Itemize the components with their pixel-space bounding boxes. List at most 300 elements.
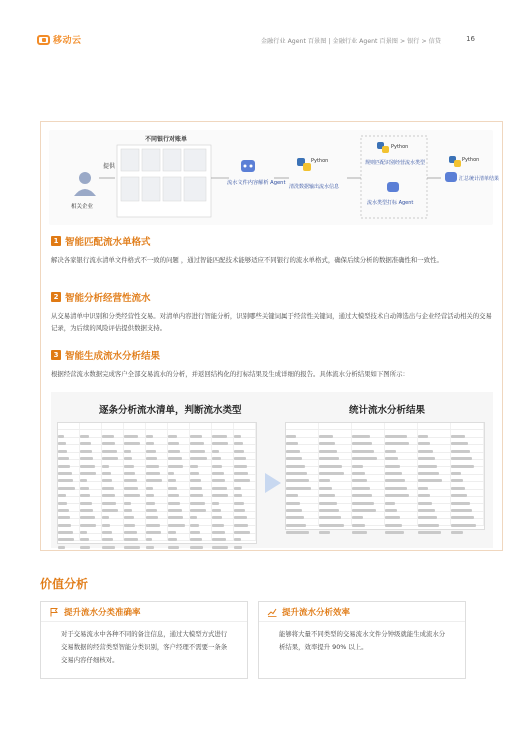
table-cell xyxy=(286,512,319,518)
table-cell xyxy=(102,497,124,503)
table-cell xyxy=(234,497,256,503)
table-cell xyxy=(124,512,146,518)
table-cell xyxy=(58,482,80,488)
table-cell xyxy=(451,512,484,518)
table-cell xyxy=(124,504,146,510)
table-cell xyxy=(146,475,168,481)
card-title: 提升流水分类准确率 xyxy=(64,607,141,618)
section-body: 根据经营流水数据完成客户全部交易流水的分析，并返回结构化的打标结果及生成详细的报告。具体流水分析结果如下图所示： xyxy=(51,370,409,378)
table-row xyxy=(58,490,256,497)
table-cell xyxy=(168,430,190,436)
table-cell xyxy=(451,475,484,481)
table-cell xyxy=(418,453,451,459)
table-cell xyxy=(286,423,319,429)
table-cell xyxy=(124,482,146,488)
table-cell xyxy=(418,519,451,525)
table-cell xyxy=(286,504,319,510)
table-cell xyxy=(286,467,319,473)
table-cell xyxy=(102,512,124,518)
table-cell xyxy=(190,490,212,496)
table-row xyxy=(286,475,484,482)
table-cell xyxy=(451,430,484,436)
flow-python-label-3: Python xyxy=(462,157,480,163)
table-cell xyxy=(319,490,352,496)
table-row xyxy=(58,460,256,467)
table-cell xyxy=(385,460,418,466)
table-row xyxy=(58,430,256,437)
table-cell xyxy=(80,512,102,518)
table-cell xyxy=(234,490,256,496)
table-cell xyxy=(212,482,234,488)
table-cell xyxy=(102,482,124,488)
table-cell xyxy=(102,423,124,429)
table-cell xyxy=(418,438,451,444)
table-cell xyxy=(385,519,418,525)
table-cell xyxy=(212,438,234,444)
table-cell xyxy=(58,475,80,481)
table-cell xyxy=(319,453,352,459)
section-title xyxy=(51,290,493,304)
table-cell xyxy=(102,534,124,540)
section-format xyxy=(51,234,493,266)
table-row xyxy=(286,467,484,474)
table-cell xyxy=(168,475,190,481)
table-cell xyxy=(58,490,80,496)
trend-icon xyxy=(267,607,277,617)
table-cell xyxy=(286,519,319,525)
table-row xyxy=(286,460,484,467)
table-cell xyxy=(80,438,102,444)
breadcrumb: 金融行业 Agent 百景图 | 金融行业 Agent 百景图 > 银行 > 信贷 xyxy=(260,38,441,45)
table-cell xyxy=(418,497,451,503)
table-cell xyxy=(146,490,168,496)
table-row xyxy=(286,490,484,497)
table-cell xyxy=(319,423,352,429)
table-cell xyxy=(385,497,418,503)
blurred-text xyxy=(102,546,115,549)
table-cell xyxy=(212,534,234,540)
table-cell xyxy=(190,512,212,518)
value-title: 价值分析 xyxy=(40,577,89,591)
table-cell xyxy=(58,445,80,451)
table-cell xyxy=(168,460,190,466)
flow-parse-agent xyxy=(227,178,286,186)
table-cell xyxy=(168,490,190,496)
table-cell xyxy=(212,423,234,429)
table-cell xyxy=(168,504,190,510)
blurred-text xyxy=(234,546,242,549)
blurred-text xyxy=(418,531,441,534)
table-cell xyxy=(190,504,212,510)
python-icon xyxy=(449,156,461,167)
table-cell xyxy=(124,430,146,436)
table-cell xyxy=(124,534,146,540)
section-body: 解决各家银行流水清单文件格式不一致的问题 ，通过智能匹配技术能够适应不同银行的流水单格式，确保后续分析的数据准确性和一致性。 xyxy=(51,256,443,264)
table-cell xyxy=(190,482,212,488)
table-row xyxy=(286,512,484,519)
table-cell xyxy=(212,460,234,466)
table-row xyxy=(58,497,256,504)
table-cell xyxy=(234,423,256,429)
flow-clean-label: 清洗数据输出流水信息 xyxy=(289,184,340,190)
python-icon xyxy=(297,158,311,171)
value-card-efficiency xyxy=(258,601,466,679)
python-icon xyxy=(377,142,389,153)
table-cell xyxy=(286,482,319,488)
card-title: 提升流水分析效率 xyxy=(282,607,351,618)
section-results xyxy=(51,348,493,380)
blurred-text xyxy=(58,546,65,549)
flow-company-label: 相关企业 xyxy=(71,204,94,210)
table-cell xyxy=(124,467,146,473)
table-cell xyxy=(212,504,234,510)
table-cell xyxy=(212,526,234,532)
table-cell xyxy=(319,519,352,525)
blurred-text xyxy=(286,531,309,534)
table-cell xyxy=(80,430,102,436)
robot-icon xyxy=(387,182,399,192)
table-cell xyxy=(58,423,80,429)
table-cell xyxy=(418,475,451,481)
table-row xyxy=(58,534,256,541)
flow-statements-title: 不同银行对账单 xyxy=(145,136,188,143)
table-cell xyxy=(146,423,168,429)
table-cell xyxy=(418,504,451,510)
logo-text: 移动云 xyxy=(53,36,82,46)
results-left-table xyxy=(57,422,257,544)
table-cell xyxy=(146,430,168,436)
table-cell xyxy=(234,445,256,451)
table-cell xyxy=(385,490,418,496)
page-number: 16 xyxy=(466,35,475,43)
table-cell xyxy=(286,490,319,496)
table-cell xyxy=(102,438,124,444)
table-cell xyxy=(190,460,212,466)
table-cell xyxy=(385,438,418,444)
page-header xyxy=(0,0,516,70)
table-cell xyxy=(146,467,168,473)
table-row xyxy=(58,453,256,460)
table-cell xyxy=(418,430,451,436)
table-cell xyxy=(102,460,124,466)
table-cell xyxy=(168,482,190,488)
flow-provide-label: 提供 xyxy=(103,163,116,170)
section-body: 从交易清单中识别和分类经营性交易。对清单内容进行智能分析，识别哪些关键词属于经营性关键词，通过大模型技术自动筛选出与企业经营活动相关的交易记录，为后续的风险评估提供数据支持。 xyxy=(51,312,492,332)
blurred-text xyxy=(319,531,330,534)
table-cell xyxy=(385,453,418,459)
table-cell xyxy=(80,490,102,496)
table-cell xyxy=(58,534,80,540)
table-cell xyxy=(102,445,124,451)
table-cell xyxy=(286,430,319,436)
table-cell xyxy=(385,482,418,488)
table-row xyxy=(286,438,484,445)
results-left-title: 逐条分析流水清单，判断流水类型 xyxy=(99,405,242,416)
table-cell xyxy=(418,467,451,473)
table-row xyxy=(58,504,256,511)
table-cell xyxy=(385,467,418,473)
table-cell xyxy=(418,490,451,496)
table-cell xyxy=(102,467,124,473)
table-cell xyxy=(212,445,234,451)
table-row xyxy=(286,497,484,504)
table-cell xyxy=(168,497,190,503)
table-cell xyxy=(234,526,256,532)
table-cell xyxy=(80,504,102,510)
table-cell xyxy=(212,490,234,496)
table-cell xyxy=(80,423,102,429)
table-cell xyxy=(234,475,256,481)
table-cell xyxy=(286,453,319,459)
table-cell xyxy=(190,467,212,473)
table-cell xyxy=(124,453,146,459)
table-row xyxy=(286,519,484,526)
table-cell xyxy=(418,423,451,429)
flow-classify-agent: 规则匹配识别经营流水类型 xyxy=(365,160,426,166)
table-cell xyxy=(146,453,168,459)
table-cell xyxy=(190,534,212,540)
table-cell xyxy=(234,460,256,466)
table-cell xyxy=(190,445,212,451)
person-icon xyxy=(74,172,96,196)
table-cell xyxy=(286,460,319,466)
content-panel xyxy=(40,121,503,551)
table-cell xyxy=(58,430,80,436)
table-cell xyxy=(319,430,352,436)
table-cell xyxy=(190,430,212,436)
table-cell xyxy=(451,504,484,510)
table-row xyxy=(58,423,256,430)
table-cell xyxy=(286,438,319,444)
table-cell xyxy=(352,453,385,459)
blurred-text xyxy=(190,546,203,549)
table-cell xyxy=(190,526,212,532)
table-cell xyxy=(58,519,80,525)
table-cell xyxy=(146,438,168,444)
blurred-text xyxy=(212,546,228,549)
table-cell xyxy=(102,519,124,525)
table-cell xyxy=(451,445,484,451)
table-cell xyxy=(190,475,212,481)
table-cell xyxy=(146,519,168,525)
flag-icon xyxy=(49,607,59,617)
table-row xyxy=(58,438,256,445)
table-row xyxy=(58,475,256,482)
table-cell xyxy=(319,467,352,473)
table-cell xyxy=(168,445,190,451)
card-header xyxy=(259,602,465,622)
table-cell xyxy=(418,460,451,466)
section-title-text: 智能匹配流水单格式 xyxy=(65,237,151,248)
logo xyxy=(37,33,82,46)
table-cell xyxy=(124,460,146,466)
logo-icon xyxy=(37,35,50,45)
table-cell xyxy=(212,467,234,473)
table-cell xyxy=(234,519,256,525)
table-row xyxy=(286,453,484,460)
table-cell xyxy=(80,482,102,488)
table-cell xyxy=(319,438,352,444)
table-cell xyxy=(234,430,256,436)
table-cell xyxy=(124,497,146,503)
table-cell xyxy=(58,438,80,444)
blurred-text xyxy=(168,546,179,549)
table-cell xyxy=(102,475,124,481)
table-row xyxy=(286,482,484,489)
table-cell xyxy=(80,453,102,459)
table-cell xyxy=(190,438,212,444)
table-cell xyxy=(190,423,212,429)
table-cell xyxy=(190,519,212,525)
robot-icon xyxy=(445,172,457,182)
table-cell xyxy=(352,460,385,466)
flow-diagram-svg xyxy=(49,130,500,225)
table-cell xyxy=(234,467,256,473)
table-cell xyxy=(319,482,352,488)
table-cell xyxy=(124,438,146,444)
results-right-title: 统计流水分析结果 xyxy=(349,405,426,416)
table-row xyxy=(58,467,256,474)
table-cell xyxy=(451,490,484,496)
results-screenshot xyxy=(51,392,493,548)
flow-diagram xyxy=(49,130,500,225)
table-cell xyxy=(319,460,352,466)
blurred-text xyxy=(124,546,140,549)
section-number: 1 xyxy=(51,236,61,246)
table-cell xyxy=(80,519,102,525)
table-cell xyxy=(212,519,234,525)
table-cell xyxy=(58,460,80,466)
table-cell xyxy=(190,453,212,459)
section-analysis xyxy=(51,290,493,334)
table-cell xyxy=(451,497,484,503)
table-cell xyxy=(58,453,80,459)
table-cell xyxy=(352,430,385,436)
table-cell xyxy=(352,475,385,481)
table-cell xyxy=(352,519,385,525)
table-cell xyxy=(352,467,385,473)
table-cell xyxy=(234,482,256,488)
table-cell xyxy=(286,445,319,451)
table-cell xyxy=(385,475,418,481)
table-cell xyxy=(385,430,418,436)
blurred-text xyxy=(385,531,404,534)
table-cell xyxy=(80,497,102,503)
table-cell xyxy=(102,430,124,436)
table-cell xyxy=(168,423,190,429)
card-body: 能够将大量不同类型的交易流水文件分钟级就能生成流水分析结果，效率提升 90% 以上。 xyxy=(279,630,446,651)
table-cell xyxy=(168,534,190,540)
table-cell xyxy=(58,512,80,518)
table-cell xyxy=(102,526,124,532)
table-cell xyxy=(124,490,146,496)
table-cell xyxy=(58,504,80,510)
flow-tag-agent: 流水类型打标 Agent xyxy=(367,200,414,206)
table-row xyxy=(286,430,484,437)
section-number: 2 xyxy=(51,292,61,302)
table-cell xyxy=(418,445,451,451)
table-cell xyxy=(319,504,352,510)
table-cell xyxy=(146,445,168,451)
table-cell xyxy=(234,512,256,518)
table-cell xyxy=(234,504,256,510)
table-cell xyxy=(146,460,168,466)
table-cell xyxy=(124,445,146,451)
table-cell xyxy=(234,453,256,459)
table-cell xyxy=(212,430,234,436)
section-title xyxy=(51,348,493,362)
table-cell xyxy=(124,526,146,532)
table-cell xyxy=(80,475,102,481)
blurred-text xyxy=(352,531,367,534)
table-row xyxy=(58,445,256,452)
table-cell xyxy=(212,512,234,518)
table-cell xyxy=(352,445,385,451)
table-cell xyxy=(80,526,102,532)
table-cell xyxy=(146,534,168,540)
table-row xyxy=(58,512,256,519)
card-body: 对于交易流水中各种不同的备注信息，通过大模型方式进行交易数据的经营类型智能分类识别，客户经理不需要一条条交易内容仔细核对。 xyxy=(61,630,228,664)
table-cell xyxy=(451,438,484,444)
blurred-text xyxy=(146,546,154,549)
table-cell xyxy=(124,423,146,429)
table-cell xyxy=(80,467,102,473)
table-cell xyxy=(190,497,212,503)
table-cell xyxy=(319,497,352,503)
table-cell xyxy=(168,512,190,518)
table-cell xyxy=(385,512,418,518)
table-cell xyxy=(451,453,484,459)
table-cell xyxy=(58,526,80,532)
table-cell xyxy=(286,475,319,481)
table-cell xyxy=(418,512,451,518)
table-cell xyxy=(168,526,190,532)
table-row xyxy=(286,423,484,430)
table-row xyxy=(286,504,484,511)
table-cell xyxy=(146,504,168,510)
flow-summary-label: 汇总统计清单结果 xyxy=(459,176,500,182)
table-cell xyxy=(146,512,168,518)
table-row xyxy=(58,526,256,533)
table-cell xyxy=(286,497,319,503)
table-cell xyxy=(234,534,256,540)
section-title-text: 智能生成流水分析结果 xyxy=(65,351,161,362)
table-cell xyxy=(80,460,102,466)
table-cell xyxy=(385,504,418,510)
table-cell xyxy=(352,482,385,488)
section-title xyxy=(51,234,493,248)
table-cell xyxy=(451,460,484,466)
flow-python-label: Python xyxy=(311,158,329,164)
table-cell xyxy=(124,475,146,481)
table-row xyxy=(58,482,256,489)
table-cell xyxy=(451,482,484,488)
table-cell xyxy=(352,438,385,444)
table-cell xyxy=(58,467,80,473)
table-cell xyxy=(451,519,484,525)
arrow-icon xyxy=(265,473,281,493)
table-cell xyxy=(146,497,168,503)
flow-parse-agent-text: 流水文件内容解析 Agent xyxy=(227,180,286,186)
value-card-accuracy xyxy=(40,601,248,679)
table-cell xyxy=(58,497,80,503)
flow-python-label-2: Python xyxy=(391,144,409,150)
table-cell xyxy=(102,504,124,510)
table-cell xyxy=(385,445,418,451)
table-row xyxy=(58,519,256,526)
table-cell xyxy=(451,467,484,473)
table-cell xyxy=(352,497,385,503)
